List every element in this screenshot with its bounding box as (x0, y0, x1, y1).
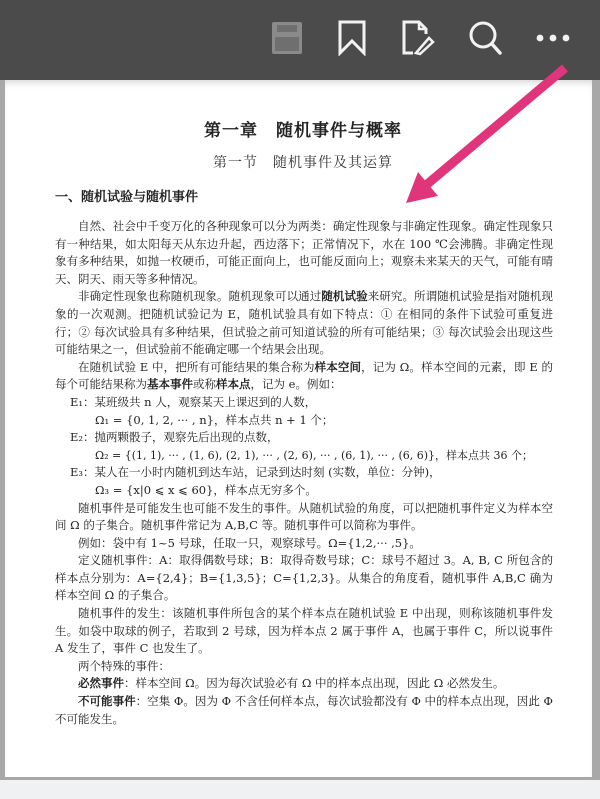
sample-space-1: Ω₁ = {0, 1, 2, ··· , n}，样本点共 n + 1 个； (95, 412, 334, 427)
sample-space-2: Ω₂ = {(1, 1), ··· , (1, 6), (2, 1), ··· , (2, 6), ··· , (6, 1), ··· , (6, 6)}，样本点共 36 个； (95, 448, 534, 462)
subheading: 一、随机试验与随机事件 (55, 190, 199, 205)
save-button[interactable] (267, 18, 307, 58)
paragraph: 非确定性现象也称随机现象。随机现象可以通过随机试验来研究。所谓随机试验是指对随机现象的一次观测。把随机试验记为 E，随机试验具有如下特点：① 在相同的条件下试验可重复进行；② 每次试验具有多种结果，但试验之前可知道试验的所有可能结果；③ 每次试验会出现这些可能结果之一，但试验前不能确定哪一个结果会出现。 (55, 289, 554, 357)
search-button[interactable] (465, 18, 505, 58)
search-icon (467, 20, 503, 56)
body-text (55, 218, 553, 728)
bookmark-icon (337, 20, 367, 56)
paragraph: 在随机试验 E 中，把所有可能结果的集合称为样本空间，记为 Ω。样本空间的元素，即 E 的每个可能结果称为基本事件或称样本点，记为 e。例如： (55, 359, 553, 392)
bottom-bar (0, 780, 600, 799)
reader-toolbar (0, 0, 600, 80)
floppy-disk-icon (271, 21, 303, 55)
document-page[interactable] (5, 80, 592, 777)
paragraph: 自然、社会中千变万化的各种现象可以分为两类：确定性现象与非确定性现象。确定性现象只有一种结果，如太阳每天从东边升起，西边落下；正常情况下，水在 100 ℃会沸腾。非确定性现象有多种结果，如抛一枚硬币，可能正面向上，也可能反面向上；观察未来某天的天气，可能有晴天、阴天、雨天等多种情况。 (55, 219, 553, 286)
paragraph: 必然事件：样本空间 Ω。因为每次试验必有 Ω 中的样本点出现，因此 Ω 必然发生。 (78, 676, 505, 691)
annotate-button[interactable] (398, 18, 438, 58)
example-e2: E₂：抛两颗骰子，观察先后出现的点数， (70, 430, 279, 445)
chapter-title: 第一章 随机事件与概率 (204, 121, 402, 141)
paragraph: 不可能事件：空集 Φ。因为 Φ 不含任何样本点，每次试验都没有 Φ 中的样本点出现，因此 Φ 不可能发生。 (55, 694, 553, 726)
bookmark-button[interactable] (332, 18, 372, 58)
edit-document-icon (401, 20, 435, 56)
paragraph: 例如：袋中有 1~5 号球，任取一只，观察球号。Ω={1,2,··· ,5}。 (78, 535, 421, 550)
more-horizontal-icon (536, 33, 570, 43)
paragraph: 定义随机事件：A：取得偶数号球；B：取得奇数号球；C：球号不超过 3。A, B, C 所包含的样本点分别为：A={2,4}；B={1,3,5}；C={1,2,3}。从集合的角度看，随机事件 A,B,C 确为样本空间 Ω 的子集合。 (55, 553, 553, 603)
section-title: 第一节 随机事件及其运算 (213, 155, 393, 171)
more-options-button[interactable] (533, 18, 573, 58)
example-e3: E₃：某人在一小时内随机到达车站，记录到达时刻 (实数，单位：分钟)， (70, 465, 441, 480)
example-e1: E₁：某班级共 n 人，观察某天上课迟到的人数， (70, 394, 317, 409)
sample-space-3: Ω₃ = {x|0 ⩽ x ⩽ 60}，样本点无穷多个。 (95, 482, 317, 497)
paragraph: 随机事件的发生：该随机事件所包含的某个样本点在随机试验 E 中出现，则称该随机事件发生。如袋中取球的例子，若取到 2 号球，因为样本点 2 属于事件 A，也属于事件 C，所以说事件 A 发生了，事件 C 也发生了。 (55, 606, 553, 656)
document-viewer[interactable] (0, 80, 600, 780)
paragraph: 随机事件是可能发生也可能不发生的事件。从随机试验的角度，可以把随机事件定义为样本空间 Ω 的子集合。随机事件常记为 A,B,C 等。随机事件可以简称为事件。 (55, 500, 553, 533)
paragraph: 两个特殊的事件： (78, 658, 170, 673)
